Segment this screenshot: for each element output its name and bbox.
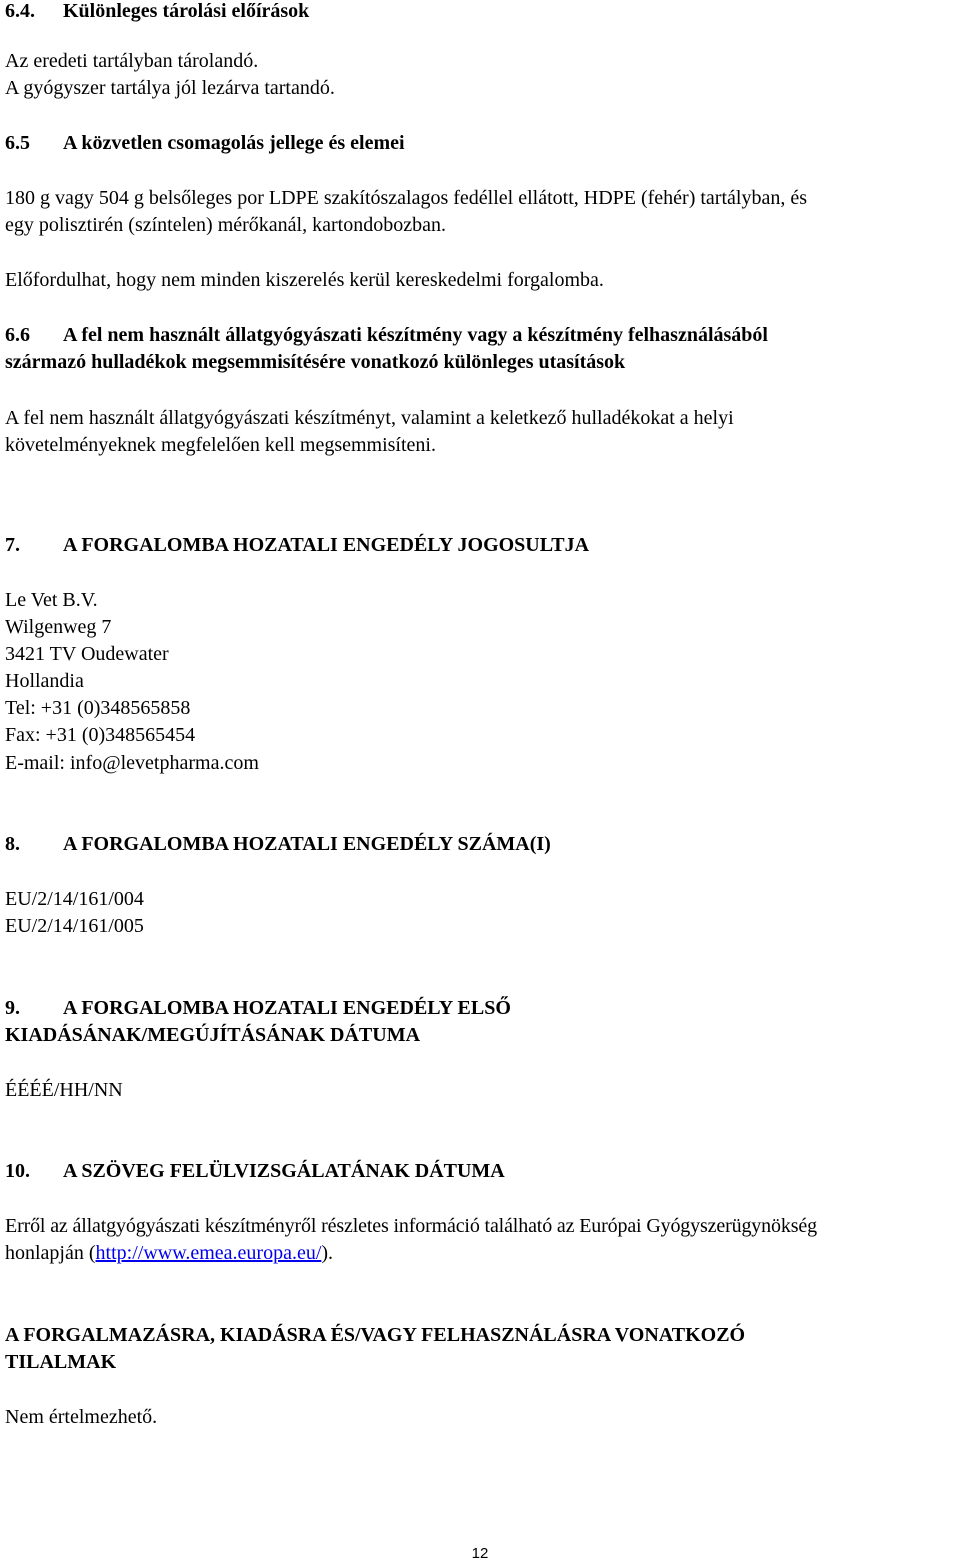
address-line: Le Vet B.V. [5,589,98,611]
body-line: Erről az állatgyógyászati készítményről részletes információ található az Európai Gyógyszerügynökség [5,1215,817,1237]
section-title: A FORGALOMBA HOZATALI ENGEDÉLY ELSŐ [63,997,511,1019]
section-6-4-heading [5,0,309,23]
body-text: ). [321,1242,334,1264]
registration-number: EU/2/14/161/005 [5,915,144,937]
section-6-6-heading-cont: származó hulladékok megsemmisítésére vonatkozó különleges utasítások [5,351,626,373]
body-line: 180 g vagy 504 g belsőleges por LDPE szakítószalagos fedéllel ellátott, HDPE (fehér) tartályban, és [5,187,807,209]
section-number: 6.6 [5,324,30,346]
section-7-heading [5,533,589,557]
section-title: A FORGALOMBA HOZATALI ENGEDÉLY SZÁMA(I) [63,833,551,855]
section-title: A SZÖVEG FELÜLVIZSGÁLATÁNAK DÁTUMA [63,1160,505,1182]
section-6-6-heading [5,323,768,347]
prohibition-heading: A FORGALMAZÁSRA, KIADÁSRA ÉS/VAGY FELHASZNÁLÁSRA VONATKOZÓ [5,1324,746,1346]
body-line: egy polisztirén (színtelen) mérőkanál, kartondobozban. [5,214,446,236]
section-number: 6.5 [5,132,30,154]
section-title: A közvetlen csomagolás jellege és elemei [63,132,405,154]
email-line: E-mail: info@levetpharma.com [5,752,259,774]
section-number: 8. [5,833,20,855]
registration-number: EU/2/14/161/004 [5,888,144,910]
body-line: követelményeknek megfelelően kell megsemmisíteni. [5,434,436,456]
body-line: Az eredeti tartályban tárolandó. [5,50,259,72]
section-number: 9. [5,997,20,1019]
address-line: Wilgenweg 7 [5,616,112,638]
section-9-heading-cont: KIADÁSÁNAK/MEGÚJÍTÁSÁNAK DÁTUMA [5,1024,421,1046]
section-10-heading [5,1159,505,1183]
body-text: honlapján ( [5,1242,96,1264]
section-number: 6.4. [5,0,35,22]
prohibition-heading-cont: TILALMAK [5,1351,117,1373]
address-line: 3421 TV Oudewater [5,643,169,665]
section-8-heading [5,832,551,856]
section-title: A fel nem használt állatgyógyászati készítmény vagy a készítmény felhasználásából [63,324,768,346]
document-page [5,0,960,1565]
fax-line: Fax: +31 (0)348565454 [5,724,196,746]
section-title: A FORGALOMBA HOZATALI ENGEDÉLY JOGOSULTJA [63,534,590,556]
section-9-heading [5,996,511,1020]
body-line: A gyógyszer tartálya jól lezárva tartandó. [5,77,335,99]
phone-line: Tel: +31 (0)348565858 [5,697,191,719]
body-line: Előfordulhat, hogy nem minden kiszerelés kerül kereskedelmi forgalomba. [5,269,604,291]
section-6-5-heading [5,131,405,155]
address-line: Hollandia [5,670,84,692]
section-number: 7. [5,534,20,556]
body-line: Nem értelmezhető. [5,1406,158,1428]
date-placeholder: ÉÉÉÉ/HH/NN [5,1079,123,1101]
body-line: A fel nem használt állatgyógyászati készítményt, valamint a keletkező hulladékokat a helyi [5,407,734,429]
section-title: Különleges tárolási előírások [63,0,310,22]
ema-website-link[interactable]: http://www.emea.europa.eu/ [95,1242,322,1264]
page-number: 12 [471,1545,489,1562]
body-line [5,1241,333,1265]
section-number: 10. [5,1160,30,1182]
